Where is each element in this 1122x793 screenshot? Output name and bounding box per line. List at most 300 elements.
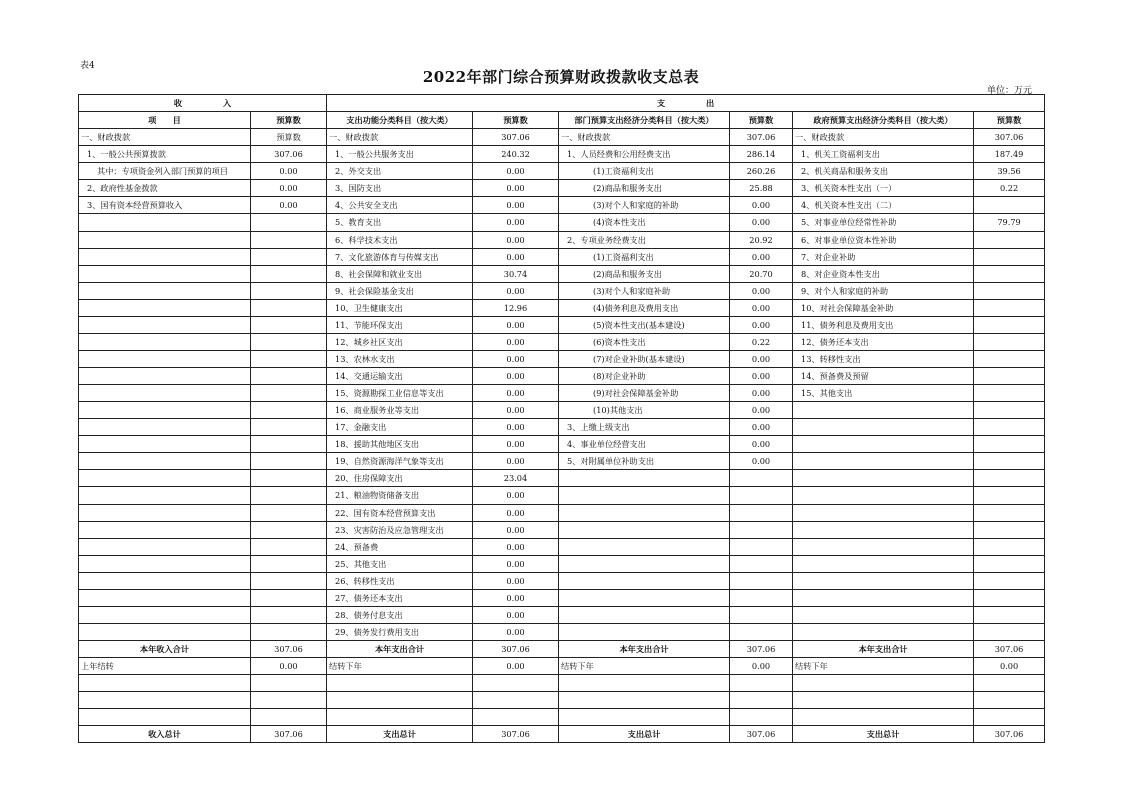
budget-value-cell: 0.00: [974, 658, 1045, 675]
item-name-cell: (2)商品和服务支出: [559, 180, 730, 197]
empty-cell: [974, 709, 1045, 726]
item-name-cell: 10、卫生健康支出: [327, 299, 473, 316]
summary-label-cell: 结转下年: [327, 658, 473, 675]
budget-value-cell: 0.00: [730, 368, 793, 385]
item-name-cell: (5)资本性支出(基本建设): [559, 316, 730, 333]
item-name-cell: (4)资本性支出: [559, 214, 730, 231]
budget-value-cell: 0.00: [730, 197, 793, 214]
budget-value-cell: [251, 623, 327, 640]
column-header: 预算数: [730, 112, 793, 129]
item-name-cell: 8、社会保障和就业支出: [327, 265, 473, 282]
budget-value-cell: [251, 385, 327, 402]
item-name-cell: [79, 453, 251, 470]
empty-cell: [327, 709, 473, 726]
item-name-cell: 一、财政拨款: [793, 129, 974, 146]
budget-value-cell: [974, 299, 1045, 316]
summary-label-cell: 支出总计: [559, 726, 730, 743]
budget-value-cell: 307.06: [730, 641, 793, 658]
budget-value-cell: [730, 555, 793, 572]
item-name-cell: 2、外交支出: [327, 163, 473, 180]
budget-value-cell: [730, 487, 793, 504]
budget-value-cell: 0.00: [251, 658, 327, 675]
budget-value-cell: 0.00: [473, 504, 559, 521]
budget-value-cell: 0.00: [730, 316, 793, 333]
budget-value-cell: [974, 402, 1045, 419]
table-row: [79, 197, 1045, 214]
empty-cell: [473, 709, 559, 726]
item-name-cell: 16、商业服务业等支出: [327, 402, 473, 419]
item-name-cell: (1)工资福利支出: [559, 248, 730, 265]
blank-row: [79, 675, 1045, 692]
budget-value-cell: 0.00: [473, 316, 559, 333]
empty-cell: [559, 709, 730, 726]
item-name-cell: [793, 402, 974, 419]
item-name-cell: [559, 470, 730, 487]
budget-value-cell: 0.00: [473, 231, 559, 248]
budget-value-cell: [251, 368, 327, 385]
budget-value-cell: 0.00: [730, 402, 793, 419]
budget-value-cell: 0.00: [473, 487, 559, 504]
budget-value-cell: 0.00: [473, 282, 559, 299]
empty-cell: [974, 675, 1045, 692]
budget-value-cell: 0.00: [473, 214, 559, 231]
budget-value-cell: [251, 402, 327, 419]
empty-cell: [559, 692, 730, 709]
table-row: [79, 555, 1045, 572]
budget-value-cell: [974, 248, 1045, 265]
item-name-cell: [793, 555, 974, 572]
table-row: [79, 504, 1045, 521]
item-name-cell: 8、对企业资本性支出: [793, 265, 974, 282]
budget-value-cell: [974, 385, 1045, 402]
item-name-cell: (7)对企业补助(基本建设): [559, 350, 730, 367]
budget-value-cell: 0.00: [473, 589, 559, 606]
budget-value-cell: [730, 521, 793, 538]
item-name-cell: 3、国有资本经营预算收入: [79, 197, 251, 214]
column-header-row: [79, 112, 1045, 129]
item-name-cell: [559, 538, 730, 555]
table-row: [79, 623, 1045, 640]
summary-label-cell: 本年支出合计: [559, 641, 730, 658]
item-name-cell: [793, 538, 974, 555]
budget-value-cell: 0.00: [473, 248, 559, 265]
item-name-cell: [559, 606, 730, 623]
column-header: 部门预算支出经济分类科目（按大类）: [559, 112, 730, 129]
budget-value-cell: 39.56: [974, 163, 1045, 180]
item-name-cell: 3、国防支出: [327, 180, 473, 197]
item-name-cell: [793, 487, 974, 504]
budget-value-cell: 286.14: [730, 146, 793, 163]
table-row: [79, 333, 1045, 350]
item-name-cell: 19、自然资源海洋气象等支出: [327, 453, 473, 470]
budget-value-cell: 0.00: [730, 350, 793, 367]
table-row: [79, 265, 1045, 282]
budget-value-cell: [974, 436, 1045, 453]
budget-value-cell: [251, 214, 327, 231]
budget-value-cell: 0.00: [473, 180, 559, 197]
budget-value-cell: 12.96: [473, 299, 559, 316]
item-name-cell: 4、机关资本性支出（二）: [793, 197, 974, 214]
budget-value-cell: [974, 623, 1045, 640]
item-name-cell: 17、金融支出: [327, 419, 473, 436]
item-name-cell: 12、债务还本支出: [793, 333, 974, 350]
column-header: 预算数: [473, 112, 559, 129]
empty-cell: [473, 692, 559, 709]
table-row: [79, 572, 1045, 589]
budget-value-cell: [251, 419, 327, 436]
item-name-cell: 4、公共安全支出: [327, 197, 473, 214]
column-header: 政府预算支出经济分类科目（按大类）: [793, 112, 974, 129]
table-row: [79, 248, 1045, 265]
budget-value-cell: [974, 521, 1045, 538]
budget-value-cell: [974, 419, 1045, 436]
budget-value-cell: 0.00: [473, 436, 559, 453]
item-name-cell: (1)工资福利支出: [559, 163, 730, 180]
summary-label-cell: 本年支出合计: [793, 641, 974, 658]
table-row: [79, 385, 1045, 402]
empty-cell: [730, 675, 793, 692]
budget-value-cell: 0.00: [730, 248, 793, 265]
table-row: [79, 368, 1045, 385]
carry-over-row: [79, 658, 1045, 675]
table-row: [79, 538, 1045, 555]
table-row: [79, 214, 1045, 231]
income-section-header: 收 入: [79, 95, 327, 112]
item-name-cell: (8)对企业补助: [559, 368, 730, 385]
budget-value-cell: [974, 606, 1045, 623]
item-name-cell: 6、科学技术支出: [327, 231, 473, 248]
table-row: [79, 282, 1045, 299]
item-name-cell: [793, 436, 974, 453]
budget-value-cell: [974, 504, 1045, 521]
budget-value-cell: 20.70: [730, 265, 793, 282]
budget-value-cell: 0.00: [473, 658, 559, 675]
table-row: [79, 350, 1045, 367]
column-header: 预算数: [251, 112, 327, 129]
budget-value-cell: [974, 316, 1045, 333]
budget-value-cell: 0.00: [730, 453, 793, 470]
table-row: [79, 402, 1045, 419]
budget-value-cell: [730, 623, 793, 640]
item-name-cell: 14、预备费及预留: [793, 368, 974, 385]
item-name-cell: 一、财政拨款: [559, 129, 730, 146]
item-name-cell: 23、灾害防治及应急管理支出: [327, 521, 473, 538]
budget-value-cell: 307.06: [251, 726, 327, 743]
budget-value-cell: [974, 470, 1045, 487]
empty-cell: [473, 675, 559, 692]
budget-value-cell: 20.92: [730, 231, 793, 248]
budget-value-cell: [730, 572, 793, 589]
item-name-cell: [79, 572, 251, 589]
item-name-cell: [79, 606, 251, 623]
item-name-cell: [79, 470, 251, 487]
budget-value-cell: [974, 368, 1045, 385]
budget-value-cell: 307.06: [974, 726, 1045, 743]
empty-cell: [79, 692, 251, 709]
budget-value-cell: 240.32: [473, 146, 559, 163]
unit-label: 单位：万元: [986, 86, 1032, 96]
table-row: [79, 180, 1045, 197]
item-name-cell: [79, 589, 251, 606]
budget-value-cell: 0.00: [473, 521, 559, 538]
empty-cell: [793, 675, 974, 692]
table-row: [79, 487, 1045, 504]
budget-value-cell: [974, 487, 1045, 504]
item-name-cell: 24、预备费: [327, 538, 473, 555]
item-name-cell: 13、转移性支出: [793, 350, 974, 367]
item-name-cell: [793, 419, 974, 436]
budget-value-cell: [251, 316, 327, 333]
budget-value-cell: 0.00: [251, 163, 327, 180]
item-name-cell: [559, 521, 730, 538]
item-name-cell: (10)其他支出: [559, 402, 730, 419]
empty-cell: [793, 692, 974, 709]
budget-table: [78, 94, 1045, 743]
budget-value-cell: 307.06: [473, 726, 559, 743]
empty-cell: [327, 692, 473, 709]
empty-cell: [730, 692, 793, 709]
item-name-cell: [79, 214, 251, 231]
budget-value-cell: [251, 299, 327, 316]
table-row: [79, 146, 1045, 163]
table-row: [79, 436, 1045, 453]
budget-value-cell: [974, 555, 1045, 572]
item-name-cell: 2、机关商品和服务支出: [793, 163, 974, 180]
blank-row: [79, 709, 1045, 726]
item-name-cell: [559, 589, 730, 606]
budget-value-cell: 0.00: [473, 623, 559, 640]
item-name-cell: [79, 265, 251, 282]
budget-value-cell: 307.06: [974, 129, 1045, 146]
budget-value-cell: [251, 538, 327, 555]
budget-value-cell: 0.00: [473, 538, 559, 555]
item-name-cell: [79, 231, 251, 248]
item-name-cell: 1、人员经费和公用经费支出: [559, 146, 730, 163]
item-name-cell: 9、社会保险基金支出: [327, 282, 473, 299]
budget-value-cell: [730, 470, 793, 487]
budget-value-cell: 0.00: [251, 180, 327, 197]
item-name-cell: [79, 350, 251, 367]
budget-value-cell: [251, 248, 327, 265]
table-row: [79, 163, 1045, 180]
budget-value-cell: 0.00: [730, 299, 793, 316]
budget-value-cell: [730, 589, 793, 606]
budget-value-cell: 307.06: [730, 726, 793, 743]
budget-value-cell: [251, 504, 327, 521]
item-name-cell: [79, 487, 251, 504]
summary-label-cell: 支出总计: [793, 726, 974, 743]
summary-label-cell: 本年支出合计: [327, 641, 473, 658]
summary-label-cell: 支出总计: [327, 726, 473, 743]
budget-value-cell: 0.00: [473, 197, 559, 214]
item-name-cell: 28、债务付息支出: [327, 606, 473, 623]
budget-value-cell: 0.00: [473, 402, 559, 419]
item-name-cell: 10、对社会保障基金补助: [793, 299, 974, 316]
budget-value-cell: [251, 265, 327, 282]
budget-value-cell: 0.22: [974, 180, 1045, 197]
budget-value-cell: [251, 470, 327, 487]
summary-label-cell: 结转下年: [559, 658, 730, 675]
item-name-cell: (2)商品和服务支出: [559, 265, 730, 282]
item-name-cell: 5、教育支出: [327, 214, 473, 231]
item-name-cell: 一、财政拨款: [79, 129, 251, 146]
empty-cell: [974, 692, 1045, 709]
item-name-cell: 15、资源勘探工业信息等支出: [327, 385, 473, 402]
table-row: [79, 589, 1045, 606]
summary-label-cell: 结转下年: [793, 658, 974, 675]
item-name-cell: (3)对个人和家庭的补助: [559, 197, 730, 214]
budget-value-cell: [251, 487, 327, 504]
item-name-cell: 5、对事业单位经常性补助: [793, 214, 974, 231]
budget-value-cell: 260.26: [730, 163, 793, 180]
item-name-cell: [559, 623, 730, 640]
blank-row: [79, 692, 1045, 709]
budget-value-cell: 307.06: [974, 641, 1045, 658]
empty-cell: [327, 675, 473, 692]
budget-value-cell: [251, 453, 327, 470]
item-name-cell: [79, 555, 251, 572]
item-name-cell: [79, 419, 251, 436]
budget-value-cell: 0.00: [473, 368, 559, 385]
item-name-cell: [79, 402, 251, 419]
item-name-cell: [79, 521, 251, 538]
budget-value-cell: [251, 350, 327, 367]
empty-cell: [730, 709, 793, 726]
budget-value-cell: 0.00: [730, 385, 793, 402]
budget-value-cell: [251, 231, 327, 248]
budget-value-cell: [251, 589, 327, 606]
expense-section-header: 支 出: [327, 95, 1045, 112]
summary-label-cell: 收入总计: [79, 726, 251, 743]
table-row: [79, 231, 1045, 248]
budget-value-cell: [974, 333, 1045, 350]
budget-value-cell: [251, 436, 327, 453]
budget-value-cell: 30.74: [473, 265, 559, 282]
page-title: 2022年部门综合预算财政拨款收支总表: [422, 68, 700, 86]
item-name-cell: [793, 470, 974, 487]
summary-label-cell: 上年结转: [79, 658, 251, 675]
item-name-cell: 3、机关资本性支出（一）: [793, 180, 974, 197]
budget-value-cell: [974, 197, 1045, 214]
item-name-cell: 21、粮油物资储备支出: [327, 487, 473, 504]
budget-value-cell: 0.00: [730, 436, 793, 453]
budget-value-cell: 0.22: [730, 333, 793, 350]
item-name-cell: 15、其他支出: [793, 385, 974, 402]
budget-value-cell: 307.06: [251, 641, 327, 658]
summary-label-cell: 本年收入合计: [79, 641, 251, 658]
empty-cell: [251, 709, 327, 726]
item-name-cell: 14、交通运输支出: [327, 368, 473, 385]
table-row: [79, 129, 1045, 146]
budget-value-cell: [251, 521, 327, 538]
item-name-cell: [79, 504, 251, 521]
subtotal-row: [79, 641, 1045, 658]
item-name-cell: [559, 487, 730, 504]
budget-value-cell: [730, 606, 793, 623]
item-name-cell: [79, 333, 251, 350]
empty-cell: [79, 709, 251, 726]
empty-cell: [251, 675, 327, 692]
item-name-cell: 12、城乡社区支出: [327, 333, 473, 350]
budget-value-cell: [251, 572, 327, 589]
item-name-cell: 11、节能环保支出: [327, 316, 473, 333]
item-name-cell: [79, 538, 251, 555]
budget-value-cell: 预算数: [251, 129, 327, 146]
item-name-cell: 29、债务发行费用支出: [327, 623, 473, 640]
item-name-cell: 22、国有资本经营预算支出: [327, 504, 473, 521]
budget-value-cell: 0.00: [473, 333, 559, 350]
item-name-cell: 1、机关工资福利支出: [793, 146, 974, 163]
empty-cell: [793, 709, 974, 726]
item-name-cell: [793, 453, 974, 470]
budget-value-cell: [251, 555, 327, 572]
budget-value-cell: 307.06: [473, 641, 559, 658]
budget-value-cell: [974, 453, 1045, 470]
item-name-cell: [793, 572, 974, 589]
item-name-cell: 1、一般公共服务支出: [327, 146, 473, 163]
item-name-cell: 27、债务还本支出: [327, 589, 473, 606]
item-name-cell: [793, 504, 974, 521]
empty-cell: [251, 692, 327, 709]
column-header: 支出功能分类科目（按大类）: [327, 112, 473, 129]
item-name-cell: 2、专项业务经费支出: [559, 231, 730, 248]
budget-value-cell: [974, 350, 1045, 367]
budget-value-cell: 0.00: [473, 606, 559, 623]
item-name-cell: [79, 299, 251, 316]
item-name-cell: 6、对事业单位资本性补助: [793, 231, 974, 248]
budget-value-cell: [974, 231, 1045, 248]
empty-cell: [79, 675, 251, 692]
table-row: [79, 606, 1045, 623]
item-name-cell: [793, 589, 974, 606]
item-name-cell: 5、对附属单位补助支出: [559, 453, 730, 470]
item-name-cell: [79, 248, 251, 265]
budget-value-cell: [974, 282, 1045, 299]
budget-value-cell: 307.06: [730, 129, 793, 146]
budget-value-cell: 0.00: [730, 282, 793, 299]
item-name-cell: (4)债务利息及费用支出: [559, 299, 730, 316]
grand-total-row: [79, 726, 1045, 743]
item-name-cell: 2、政府性基金拨款: [79, 180, 251, 197]
budget-value-cell: 0.00: [473, 163, 559, 180]
budget-value-cell: [730, 538, 793, 555]
budget-value-cell: [251, 282, 327, 299]
item-name-cell: 26、转移性支出: [327, 572, 473, 589]
budget-value-cell: 0.00: [473, 555, 559, 572]
budget-value-cell: 0.00: [473, 419, 559, 436]
budget-value-cell: [974, 589, 1045, 606]
item-name-cell: 20、住房保障支出: [327, 470, 473, 487]
budget-value-cell: 79.79: [974, 214, 1045, 231]
item-name-cell: [793, 623, 974, 640]
item-name-cell: [79, 436, 251, 453]
item-name-cell: 11、债务利息及费用支出: [793, 316, 974, 333]
item-name-cell: [79, 623, 251, 640]
column-header: 预算数: [974, 112, 1045, 129]
table-row: [79, 453, 1045, 470]
budget-value-cell: 0.00: [730, 658, 793, 675]
budget-value-cell: 0.00: [251, 197, 327, 214]
item-name-cell: (6)资本性支出: [559, 333, 730, 350]
item-name-cell: [79, 316, 251, 333]
item-name-cell: [559, 504, 730, 521]
item-name-cell: 3、上缴上级支出: [559, 419, 730, 436]
budget-value-cell: 307.06: [251, 146, 327, 163]
item-name-cell: 一、财政拨款: [327, 129, 473, 146]
item-name-cell: [559, 555, 730, 572]
item-name-cell: 7、对企业补助: [793, 248, 974, 265]
item-name-cell: (9)对社会保障基金补助: [559, 385, 730, 402]
